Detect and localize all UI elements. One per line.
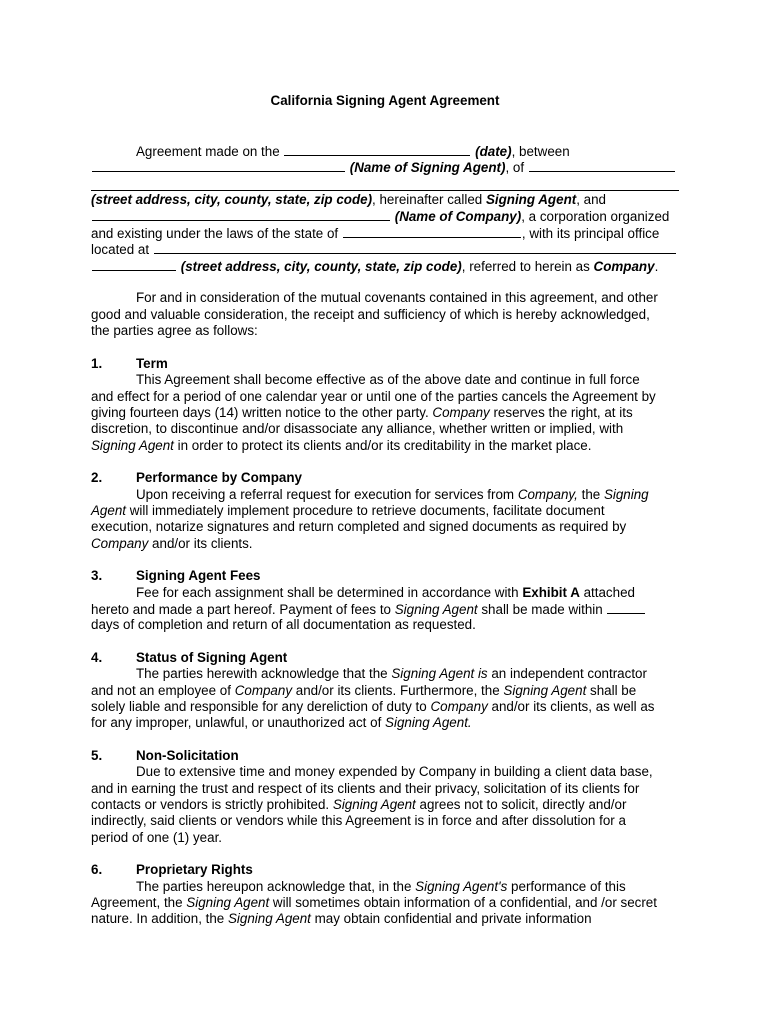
signing-agent-term: Signing Agent is (391, 666, 488, 681)
signing-agent-term: Signing Agent. (385, 715, 472, 730)
section-text: the (581, 487, 601, 502)
section-5-line-3 (91, 797, 681, 814)
company-name-label: (Name of Company) (394, 209, 522, 224)
section-text: The parties hereupon acknowledge that, in the (136, 879, 412, 894)
section-number: 4. (91, 650, 103, 665)
section-text: and/or its clients. Furthermore, the (295, 683, 500, 698)
section-2-line-2 (91, 503, 681, 520)
section-text: will immediately implement procedure to retrieve documents, facilitate document (129, 503, 605, 518)
section-text: reserves the right, at its (493, 405, 633, 420)
section-6-line-2 (91, 895, 681, 912)
section-text: and/or its clients. (152, 536, 253, 551)
company-address-blank-2 (92, 258, 176, 271)
date-blank (284, 143, 470, 156)
company-term: Company (432, 405, 490, 420)
section-text: will sometimes obtain information of a confidential, and /or secret (272, 895, 657, 910)
section-1-line-3 (91, 405, 681, 422)
state-blank (343, 225, 521, 238)
signing-agent-term: Agent (91, 503, 126, 518)
signing-agent-term: Signing Agent (332, 797, 416, 812)
consideration-line-1: For and in consideration of the mutual covenants contained in this agreement, and other (136, 290, 658, 305)
section-text: Fee for each assignment shall be determined in accordance with (136, 585, 519, 600)
section-heading: Signing Agent Fees (136, 568, 261, 583)
section-text: nature. In addition, the (91, 911, 225, 926)
signing-agent-term: Signing (603, 487, 649, 502)
section-text: giving fourteen days (14) written notice to the other party. (91, 405, 429, 420)
section-text: solely liable and responsible for any dereliction of duty to (91, 699, 427, 714)
intro-text: located at (91, 242, 150, 257)
section-text: The parties herewith acknowledge that the (136, 666, 388, 681)
section-text: Agreement, the (91, 895, 183, 910)
signing-agent-name-label: (Name of Signing Agent) (349, 160, 506, 175)
consideration-line-3: the parties agree as follows: (91, 323, 258, 338)
company-address-blank (154, 241, 676, 254)
signing-agent-address-label: (street address, city, county, state, zip code) (91, 192, 373, 207)
signing-agent-address-blank-full (91, 176, 679, 191)
section-text: attached (583, 585, 635, 600)
intro-line-5 (91, 208, 681, 226)
section-text: contacts or vendors is strictly prohibited. (91, 797, 330, 812)
section-text: shall be (590, 683, 637, 698)
section-6-line-3 (91, 911, 681, 928)
section-2-line-3: execution, notarize signatures and return completed and signed documents as required by (91, 519, 627, 534)
section-1-line-5 (91, 438, 681, 455)
section-text: an independent contractor (491, 666, 647, 681)
company-term: Company (91, 536, 149, 551)
signing-agent-term: Signing Agent (228, 911, 311, 926)
section-text: agrees not to solicit, directly and/or (419, 797, 627, 812)
section-heading: Proprietary Rights (136, 862, 253, 877)
company-term: Company (593, 259, 655, 274)
section-4-line-2 (91, 683, 681, 700)
section-heading: Status of Signing Agent (136, 650, 288, 665)
section-4-line-3 (91, 699, 681, 716)
intro-text: , of (505, 160, 525, 175)
exhibit-reference: Exhibit A (522, 585, 580, 600)
section-1-line-4: discretion, to discontinue and/or disassociate any alliance, whether written or implied, with (91, 421, 624, 436)
company-term: Company, (517, 487, 578, 502)
signing-agent-term: Signing Agent (503, 683, 587, 698)
section-1-line-2: and effect for a period of one calendar year or until one of the parties cancels the Agreement by (91, 389, 656, 404)
intro-text: and existing under the laws of the state of (91, 226, 339, 241)
section-5-line-5: period of one (1) year. (91, 830, 223, 845)
intro-text: , with its principal office (521, 226, 660, 241)
signing-agent-term: Signing Agent's (415, 879, 508, 894)
section-6-line-1 (136, 879, 681, 896)
intro-text: Agreement made on the (136, 144, 280, 159)
date-label: (date) (475, 144, 512, 159)
section-2-line-1 (136, 487, 681, 504)
intro-text: , and (576, 192, 606, 207)
section-5-line-4: indirectly, said clients or vendors while this Agreement is in force and after dissolution for a (91, 813, 626, 828)
section-text: hereto and made a part hereof. Payment of fees to (91, 602, 391, 617)
section-text: Upon receiving a referral request for execution for services from (136, 487, 515, 502)
intro-text: . (654, 259, 659, 274)
intro-text: , hereinafter called (372, 192, 483, 207)
section-text: in order to protect its clients and/or its creditability in the market place. (177, 438, 592, 453)
section-1-line-1: This Agreement shall become effective as of the above date and continue in full force (136, 372, 640, 387)
section-2-line-4 (91, 536, 681, 553)
section-text: performance of this (511, 879, 626, 894)
section-4-line-4 (91, 715, 681, 732)
document-title: California Signing Agent Agreement (270, 93, 500, 108)
company-term: Company (430, 699, 488, 714)
section-number: 1. (91, 356, 103, 371)
consideration-line-2: good and valuable consideration, the receipt and sufficiency of which is hereby acknowledged, (91, 307, 650, 322)
intro-line-7 (91, 241, 681, 259)
payment-days-blank (607, 601, 645, 614)
company-term: Company (234, 683, 293, 698)
section-number: 5. (91, 748, 103, 763)
section-text: may obtain confidential and private information (314, 911, 592, 926)
signing-agent-term: Signing Agent (91, 438, 174, 453)
signing-agent-address-blank (529, 159, 675, 172)
signing-agent-name-blank (92, 159, 345, 172)
section-heading: Non-Solicitation (136, 748, 239, 763)
section-number: 3. (91, 568, 103, 583)
company-address-label: (street address, city, county, state, zip code) (180, 259, 462, 274)
signing-agent-term: Signing Agent (394, 602, 478, 617)
intro-text: , a corporation organized (521, 209, 670, 224)
section-number: 2. (91, 470, 103, 485)
section-heading: Performance by Company (136, 470, 302, 485)
signing-agent-term: Signing Agent (485, 192, 577, 207)
section-3-line-2 (91, 601, 681, 619)
intro-text: , referred to herein as (461, 259, 590, 274)
intro-line-1 (136, 143, 681, 161)
section-text: for any improper, unlawful, or unauthorized act of (91, 715, 382, 730)
intro-text: , between (511, 144, 570, 159)
intro-line-8 (91, 258, 681, 276)
section-heading: Term (136, 356, 168, 371)
section-3-line-1 (136, 585, 681, 602)
section-5-line-2: and in earning the trust and respect of its clients and their privacy, solicitation of its clients for (91, 781, 640, 796)
intro-line-4 (91, 192, 681, 209)
section-3-line-3: days of completion and return of all documentation as requested. (91, 617, 476, 632)
section-text: shall be made within (481, 602, 603, 617)
section-text: and not an employee of (91, 683, 231, 698)
signing-agent-term: Signing Agent (186, 895, 270, 910)
company-name-blank (92, 208, 390, 221)
section-number: 6. (91, 862, 103, 877)
intro-line-2 (91, 159, 681, 177)
section-text: and/or its clients, as well as (491, 699, 655, 714)
section-4-line-1 (136, 666, 681, 683)
section-5-line-1: Due to extensive time and money expended by Company in building a client data base, (136, 764, 653, 779)
intro-line-6 (91, 225, 681, 243)
